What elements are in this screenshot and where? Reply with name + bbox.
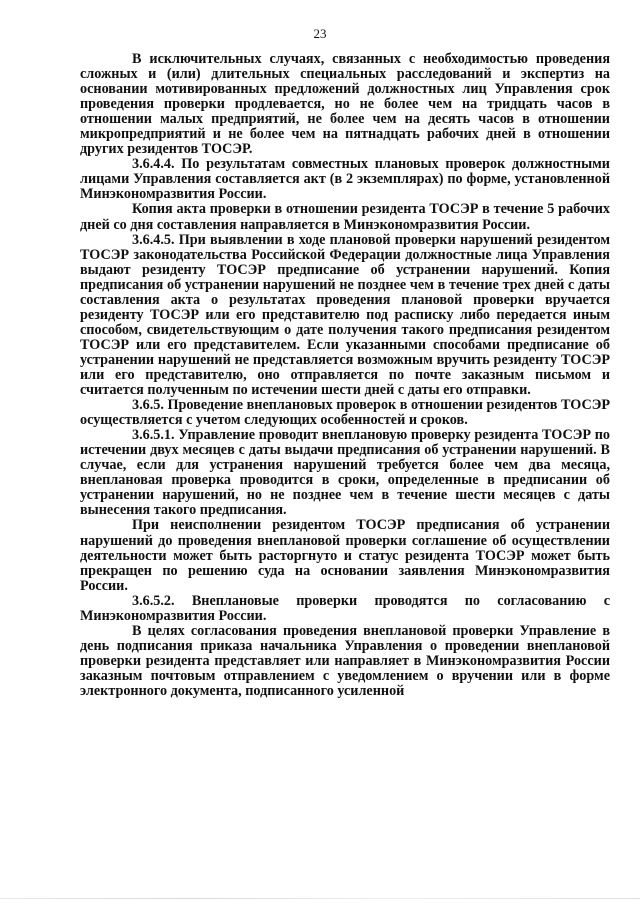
paragraph-3-6-5-2: 3.6.5.2. Внеплановые проверки проводятся по согласованию с Минэкономразвития России. — [80, 592, 610, 624]
document-text — [80, 52, 610, 699]
paragraph-non-compliance: При неисполнении резидентом ТОСЭР предписания об устранении нарушений до проведения внеплановой проверки соглашение об осуществлении деятельности может быть расторгнуто и статус резидента ТОСЭР может быть прекращен по решению суда на основании заявления Минэкономразвития России. — [80, 517, 610, 594]
paragraph-3-6-5: 3.6.5. Проведение внеплановых проверок в отношении резидентов ТОСЭР осуществляется с учетом следующих особенностей и сроков. — [80, 397, 610, 429]
paragraph-approval-procedure: В целях согласования проведения внеплановой проверки Управление в день подписания приказа начальника Управления о проведении внеплановой проверки резидента представляет или направляет в Минэкономразвития России заказным почтовым отправлением с уведомлением о вручении или в форме электронного документа, подписанного усиленной — [80, 622, 610, 699]
paragraph-exceptional-cases: В исключительных случаях, связанных с необходимостью проведения сложных и (или) длительных специальных расследований и экспертиз на основании мотивированных предложений должностных лиц Управления срок проведения проверки продлевается, но не более чем на тридцать часов в отношении малых предприятий, не более чем на десять часов в отношении микропредприятий и не более чем на пятнадцать рабочих дней в отношении других резидентов ТОСЭР. — [80, 51, 610, 158]
paragraph-act-copy: Копия акта проверки в отношении резидента ТОСЭР в течение 5 рабочих дней со дня составления направляется в Минэкономразвития России. — [80, 201, 610, 233]
paragraph-3-6-4-5: 3.6.4.5. При выявлении в ходе плановой проверки нарушений резидентом ТОСЭР законодательства Российской Федерации должностные лица Управления выдают резиденту ТОСЭР предписание об устранении нарушений. Копия предписания об устранении нарушений не позднее чем в течение трех дней с даты составления акта о результатах проведения плановой проверки вручается резиденту ТОСЭР или его представителю под расписку либо передается иным способом, свидетельствующим о дате получения такого предписания резидентом ТОСЭР или его представителем. Если указанными способами предписание об устранении нарушений не представляется возможным вручить резиденту ТОСЭР или его представителю, оно отправляется по почте заказным письмом и считается полученным по истечении шести дней с даты его отправки. — [80, 231, 610, 399]
paragraph-3-6-5-1: 3.6.5.1. Управление проводит внеплановую проверку резидента ТОСЭР по истечении двух месяцев с даты выдачи предписания об устранении нарушений. В случае, если для устранения нарушений требуется более чем два месяца, внеплановая проверка проводится в сроки, определенные в предписании об устранении нарушений, но не позднее чем в течение шести месяцев с даты вынесения такого предписания. — [80, 427, 610, 519]
paragraph-3-6-4-4: 3.6.4.4. По результатам совместных плановых проверок должностными лицами Управления составляется акт (в 2 экземплярах) по форме, установленной Минэкономразвития России. — [80, 156, 610, 203]
page-number: 23 — [313, 26, 327, 41]
scan-edge-line — [0, 898, 640, 899]
